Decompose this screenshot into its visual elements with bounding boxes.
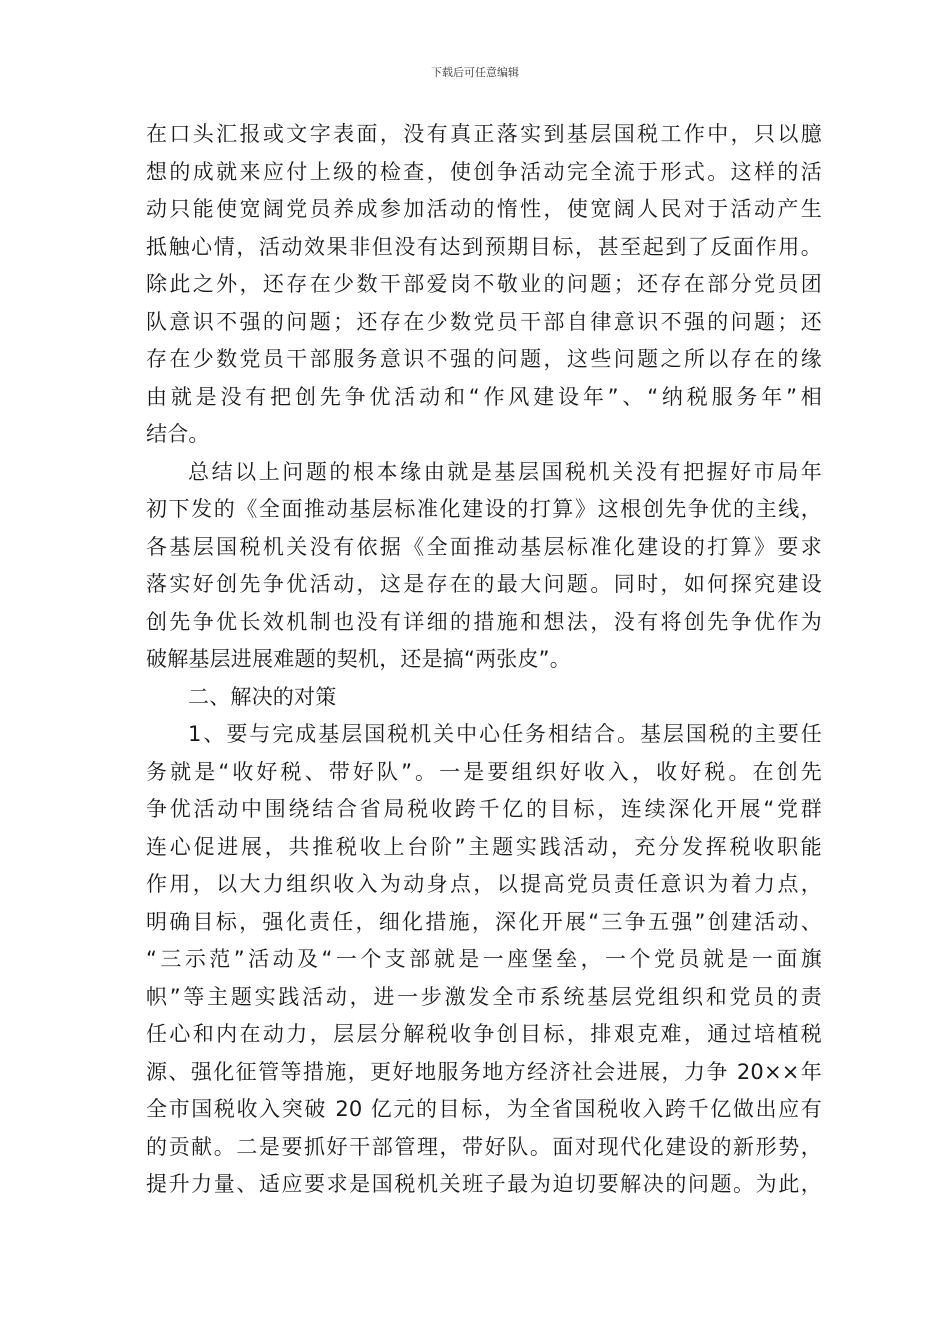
text-line: 落实好创先争优活动，这是存在的最大问题。同时，如何探究建设 [146,572,822,596]
text-line: 想的成就来应付上级的检查，使创争活动完全流于形式。这样的活 [146,159,822,184]
text-line: 源、强化征管等措施，更好地服务地方经济社会进展，力争 20××年 [146,1059,822,1084]
text-line: “三示范”活动及“一个支部就是一座堡垒，一个党员就是一面旗 [146,947,822,971]
page-header: 下载后可任意编辑 [431,66,519,79]
text-line: 全市国税收入突破 20 亿元的目标，为全省国税收入跨千亿做出应有 [146,1097,822,1121]
text-line: 争优活动中围绕结合省局税收跨千亿的目标，连续深化开展“党群 [146,797,822,821]
text-line: 明确目标，强化责任，细化措施，深化开展“三争五强”创建活动、 [146,909,822,934]
text-line: 结合。 [146,422,210,446]
text-line: 作用，以大力组织收入为动身点，以提高党员责任意识为着力点， [146,872,822,896]
text-line: 总结以上问题的根本缘由就是基层国税机关没有把握好市局年 [188,459,822,484]
text-line: 除此之外，还存在少数干部爱岗不敬业的问题；还存在部分党员团 [146,272,822,296]
text-line: 帜”等主题实践活动，进一步激发全市系统基层党组织和党员的责 [146,984,822,1009]
text-line: 存在少数党员干部服务意识不强的问题，这些问题之所以存在的缘 [146,347,822,371]
text-line: 务就是“收好税、带好队”。一是要组织好收入，收好税。在创先 [146,759,822,784]
document-body [146,116,822,1204]
text-line: 1、要与完成基层国税机关中心任务相结合。基层国税的主要任 [188,722,822,746]
text-line: 二、解决的对策 [188,684,337,709]
text-line: 连心促进展，共推税收上台阶”主题实践活动，充分发挥税收职能 [146,834,822,859]
text-line: 队意识不强的问题；还存在少数党员干部自律意识不强的问题；还 [146,309,822,334]
text-line: 初下发的《全面推动基层标准化建设的打算》这根创先争优的主线， [146,497,822,521]
text-line: 提升力量、适应要求是国税机关班子最为迫切要解决的问题。为此， [146,1172,822,1196]
text-line: 任心和内在动力，层层分解税收争创目标，排艰克难，通过培植税 [146,1022,822,1046]
text-line: 创先争优长效机制也没有详细的措施和想法，没有将创先争优作为 [146,609,822,634]
text-line: 在口头汇报或文字表面，没有真正落实到基层国税工作中，只以臆 [146,122,822,146]
text-line: 破解基层进展难题的契机，还是搞“两张皮”。 [146,647,571,671]
text-line: 各基层国税机关没有依据《全面推动基层标准化建设的打算》要求 [146,534,822,559]
text-line: 的贡献。二是要抓好干部管理，带好队。面对现代化建设的新形势， [146,1134,822,1159]
text-line: 抵触心情，活动效果非但没有达到预期目标，甚至起到了反面作用。 [146,234,822,259]
text-line: 由就是没有把创先争优活动和“作风建设年”、“纳税服务年”相 [146,384,822,409]
text-line: 动只能使宽阔党员养成参加活动的惰性，使宽阔人民对于活动产生 [146,197,822,221]
